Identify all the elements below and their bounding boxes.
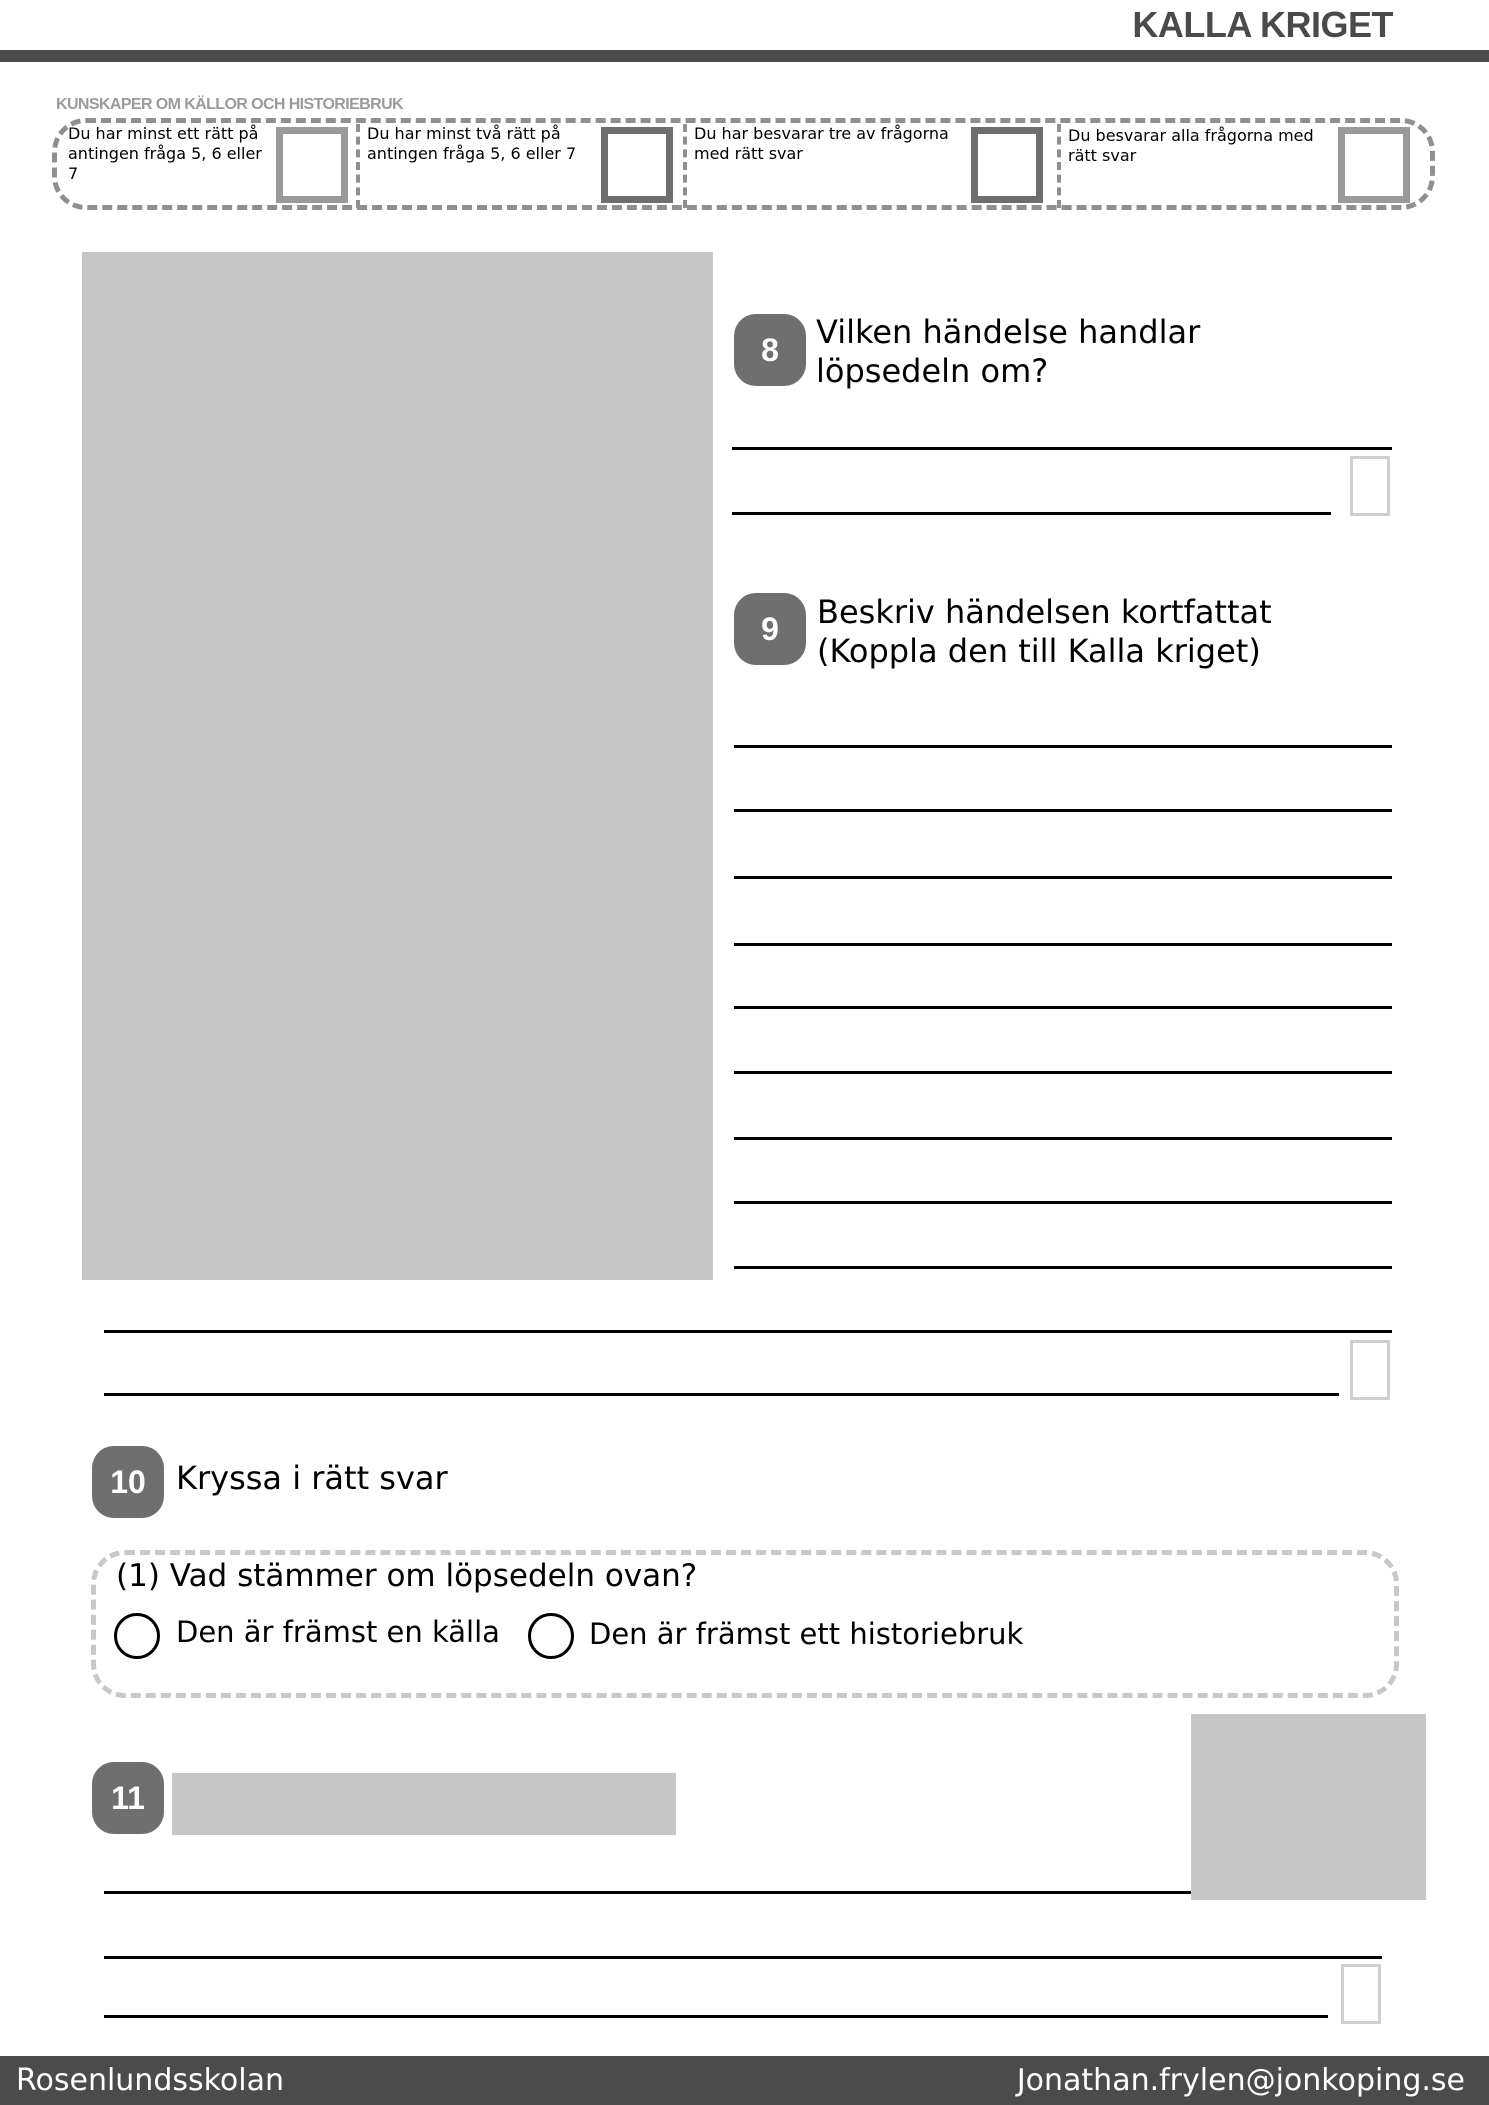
criteria-2-checkbox[interactable] (601, 127, 673, 203)
question-9-score-box[interactable] (1350, 1340, 1390, 1400)
criteria-1-text: Du har minst ett rätt på antingen fråga 5, 6 eller 7 (68, 124, 262, 183)
question-8-score-box[interactable] (1350, 456, 1390, 516)
option-source-label: Den är främst en källa (176, 1615, 500, 1649)
question-9-badge: 9 (734, 593, 806, 665)
answer-line[interactable] (734, 876, 1392, 879)
section-label: KUNSKAPER OM KÄLLOR OCH HISTORIEBRUK (56, 96, 404, 113)
criteria-3-checkbox[interactable] (971, 127, 1043, 203)
question-9-text-line1: Beskriv händelsen kortfattat (817, 593, 1272, 631)
answer-line[interactable] (734, 1071, 1392, 1074)
question-8-badge: 8 (734, 314, 806, 386)
option-history-use-label: Den är främst ett historiebruk (589, 1617, 1024, 1651)
option-history-use-radio[interactable] (528, 1613, 574, 1659)
question-11-score-box[interactable] (1341, 1964, 1381, 2024)
criteria-divider (356, 124, 360, 208)
header-bar (0, 50, 1489, 62)
answer-line[interactable] (104, 1891, 1191, 1894)
newspaper-image-placeholder (82, 252, 713, 1280)
question-9-text-line2: (Koppla den till Kalla kriget) (817, 632, 1261, 670)
question-10-text: Kryssa i rätt svar (176, 1459, 448, 1497)
answer-line[interactable] (104, 2015, 1328, 2018)
footer-email: Jonathan.frylen@jonkoping.se (1016, 2063, 1465, 2098)
answer-line[interactable] (734, 1137, 1392, 1140)
question-10-subquestion: (1) Vad stämmer om löpsedeln ovan? (116, 1558, 698, 1594)
criteria-divider (683, 124, 687, 208)
question-8-text: Vilken händelse handlar löpsedeln om? (816, 313, 1201, 390)
answer-line[interactable] (734, 745, 1392, 748)
question-11-badge: 11 (92, 1762, 164, 1834)
footer-bar (0, 2056, 1489, 2105)
answer-line[interactable] (732, 447, 1392, 450)
answer-line[interactable] (734, 809, 1392, 812)
criteria-4-checkbox[interactable] (1338, 127, 1410, 203)
question-11-image-placeholder (1191, 1714, 1426, 1900)
criteria-divider (1057, 124, 1061, 208)
answer-line[interactable] (104, 1330, 1392, 1333)
option-source-radio[interactable] (114, 1613, 160, 1659)
question-10-badge: 10 (92, 1446, 164, 1518)
criteria-2-text: Du har minst två rätt på antingen fråga 5, 6 eller 7 (367, 124, 577, 163)
criteria-1-checkbox[interactable] (276, 127, 348, 203)
answer-line[interactable] (734, 1006, 1392, 1009)
question-11-text-placeholder (172, 1773, 676, 1835)
answer-line[interactable] (104, 1393, 1339, 1396)
criteria-4-text: Du besvarar alla frågorna med rätt svar (1068, 126, 1314, 165)
answer-line[interactable] (734, 1266, 1392, 1269)
answer-line[interactable] (732, 512, 1331, 515)
criteria-3-text: Du har besvarar tre av frågorna med rätt svar (694, 124, 949, 163)
answer-line[interactable] (734, 943, 1392, 946)
answer-line[interactable] (734, 1201, 1392, 1204)
footer-school: Rosenlundsskolan (16, 2063, 285, 2098)
answer-line[interactable] (104, 1956, 1382, 1959)
page-title: KALLA KRIGET (1132, 4, 1393, 45)
